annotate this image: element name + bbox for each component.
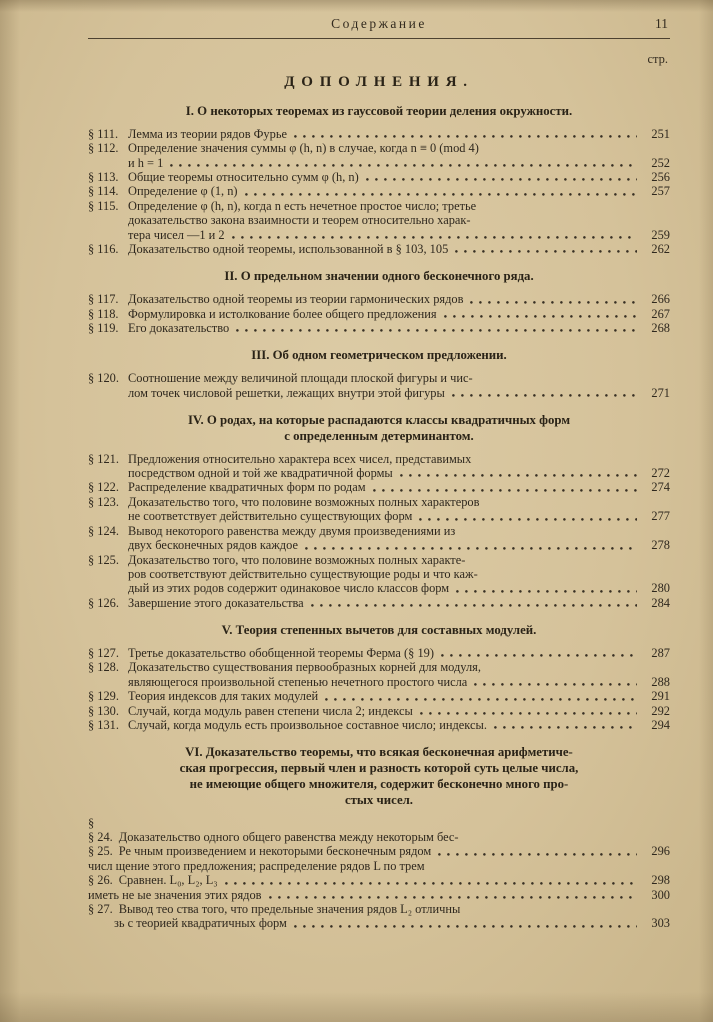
toc-section (88, 623, 670, 732)
toc-entry (88, 859, 670, 873)
entry-list (88, 127, 670, 257)
toc-entry (88, 660, 670, 689)
entry-text: Случай, когда модуль равен степени числа 2; индексы (128, 703, 413, 718)
leader-dots (238, 184, 644, 198)
entry-text: Определение φ (1, n) (128, 184, 238, 199)
entry-text: зь с теорией квадратичных форм (114, 916, 287, 931)
leader-dots (287, 916, 644, 930)
entry-text: иметь не ые значения этих рядов (88, 887, 262, 902)
entry-label: § 123. (88, 494, 119, 509)
page-column-label: стр. (647, 52, 668, 66)
entry-line (88, 523, 670, 538)
toc-entry (88, 199, 670, 242)
entry-label: § 129. (88, 689, 119, 704)
toc-entry (88, 292, 670, 306)
entry-page: 298 (651, 873, 670, 888)
entry-label: § 117. (88, 292, 119, 307)
entry-label: § 27. (88, 902, 113, 916)
entry-list (88, 371, 670, 400)
entry-line (88, 451, 670, 466)
section-heading-line: II. О предельном значении одного бесконечного ряда. (224, 269, 534, 284)
toc-entry (88, 321, 670, 335)
entry-label: § 121. (88, 451, 119, 466)
entry-line (128, 581, 670, 595)
entry-line (128, 509, 670, 523)
toc-entry (88, 830, 670, 844)
leader-dots (366, 480, 644, 494)
toc-entry (88, 902, 670, 916)
leader-dots (449, 581, 644, 595)
entry-label: § 24. (88, 829, 113, 844)
toc-entry (88, 371, 670, 400)
entry-text: Доказательство существования первообразных корней для модуля, (128, 660, 481, 675)
entry-text: Случай, когда модуль есть произвольное составное число; индексы. (128, 717, 487, 732)
leader-dots (437, 307, 644, 321)
entry-label: § 112. (88, 141, 119, 156)
entry-line (128, 538, 670, 552)
section-heading-line: III. Об одном геометрическом предложении. (251, 348, 507, 363)
entry-text: Доказательство того, что половине возможных полных характеров (128, 494, 480, 509)
toc-entry (114, 916, 670, 930)
entry-label: § 125. (88, 552, 119, 567)
entry-list (88, 646, 670, 732)
entry-page: 257 (651, 184, 670, 199)
section-heading (88, 623, 670, 639)
entry-text: лом точек числовой решетки, лежащих внутри этой фигуры (128, 385, 445, 400)
entry-text: посредством одной и той же квадратичной формы (128, 466, 393, 481)
section-heading (88, 413, 670, 445)
running-head-row (88, 16, 670, 39)
entry-page: 278 (651, 538, 670, 553)
entry-line (88, 902, 670, 916)
entry-text: Сравнен. L₀, L₂, L₃ (118, 873, 218, 888)
entry-label: § 128. (88, 660, 119, 675)
entry-line (88, 689, 670, 704)
entry-text: не соответствует действительно существующих форм (128, 509, 413, 524)
entry-line (88, 198, 670, 213)
entry-line (88, 184, 670, 199)
entry-text: тера чисел —1 и 2 (128, 227, 225, 242)
entry-text: Его доказательство (128, 321, 230, 336)
toc-section (88, 745, 670, 930)
entry-line (88, 844, 670, 858)
entry-text: Вывод некоторого равенства между двумя произведениями из (128, 523, 456, 538)
entry-page: 267 (651, 306, 670, 321)
section-heading (88, 348, 670, 364)
toc-entry (88, 242, 670, 256)
section-heading (88, 104, 670, 120)
entry-page: 287 (651, 645, 670, 660)
entry-line (128, 156, 670, 170)
entry-line (128, 386, 670, 400)
section-heading-line: I. О некоторых теоремах из гауссовой теории деления окружности. (185, 104, 573, 118)
toc-entry (88, 127, 670, 141)
entry-line (88, 126, 670, 141)
section-heading (88, 745, 670, 808)
entry-label: § 130. (88, 703, 119, 718)
entry-line (88, 552, 670, 567)
toc-entry (88, 495, 670, 524)
entry-line (88, 242, 670, 257)
entry-text: Лемма из теории рядов Фурье (128, 126, 287, 141)
entry-page: 251 (651, 126, 670, 141)
toc-entry (88, 480, 670, 494)
leader-dots (298, 538, 644, 552)
entry-text: Определение φ (h, n), когда n есть нечетное простое число; третье (128, 198, 477, 213)
leader-dots (412, 509, 644, 523)
page-number: 11 (655, 16, 668, 31)
leader-dots (287, 127, 644, 141)
entry-page: 291 (651, 689, 670, 704)
leader-dots (229, 321, 644, 335)
entry-text: Доказательство того, что половине возможных полных характе- (128, 552, 466, 567)
entry-label: § 116. (88, 242, 119, 257)
entry-page: 262 (651, 242, 670, 257)
entry-text: Доказательство одной теоремы, использованной в § 103, 105 (128, 242, 449, 257)
toc-entry (88, 816, 670, 830)
entry-label: § 114. (88, 184, 119, 199)
leader-dots (318, 689, 644, 703)
entry-line (88, 595, 670, 610)
leader-dots (225, 228, 644, 242)
toc-entry (88, 141, 670, 170)
toc-entry (88, 553, 670, 596)
toc-entry (88, 704, 670, 718)
entry-text: являющегося произвольной степенью нечетного простого числа (128, 674, 468, 689)
entry-line (88, 141, 670, 156)
entry-text: Соотношение между величиной площади плоской фигуры и чис- (128, 371, 473, 386)
entry-page: 296 (651, 844, 670, 859)
leader-dots (393, 466, 644, 480)
entry-line (114, 916, 670, 930)
entry-label: § 115. (88, 198, 119, 213)
entry-text: двух бесконечных рядов каждое (128, 538, 298, 553)
section-heading-line: с определенным детерминантом. (284, 428, 474, 443)
toc-section (88, 104, 670, 256)
toc-section (88, 269, 670, 335)
leader-dots (434, 646, 644, 660)
entry-text: доказательство закона взаимности и теорем относительно харак- (128, 213, 471, 228)
entry-text: Общие теоремы относительно сумм φ (h, n) (128, 170, 359, 185)
entry-page: 300 (651, 887, 670, 902)
entry-label: § 126. (88, 595, 119, 610)
section-heading-line: не имеющие общего множителя, содержит бесконечно много про- (189, 776, 569, 791)
entry-line (88, 494, 670, 509)
toc-entry (88, 844, 670, 858)
toc-section (88, 348, 670, 400)
entry-label: § 118. (88, 306, 119, 321)
leader-dots (445, 386, 644, 400)
leader-dots (359, 170, 644, 184)
entry-page: 294 (651, 717, 670, 732)
entry-page: 256 (651, 170, 670, 185)
entry-line (88, 888, 670, 902)
entry-line (88, 873, 670, 887)
entry-label: § 131. (88, 717, 119, 732)
leader-dots (487, 718, 644, 732)
entry-text: Доказательство одной теоремы из теории гармонических рядов (128, 292, 464, 307)
entry-line (128, 466, 670, 480)
entry-line (88, 306, 670, 321)
entry-line (88, 321, 670, 336)
chapter-title: ДОПОЛНЕНИЯ. (284, 74, 474, 90)
leader-dots (304, 596, 644, 610)
entry-label: § 127. (88, 645, 119, 660)
leader-dots (218, 873, 644, 887)
entry-page: 272 (651, 466, 670, 481)
entry-text: Вывод тео ства того, что предельные значения рядов L₂ отличны (118, 902, 461, 916)
entry-page: 280 (651, 581, 670, 596)
leader-dots (448, 242, 644, 256)
entry-line (128, 213, 670, 227)
entry-page: 266 (651, 292, 670, 307)
toc-entry (88, 718, 670, 732)
entry-label: § 120. (88, 371, 119, 386)
entry-line (88, 859, 670, 873)
entry-text: и h = 1 (128, 155, 164, 170)
entry-page: 271 (651, 385, 670, 400)
toc-entry (88, 307, 670, 321)
section-heading-line: ская прогрессия, первый член и разность которой суть целые числа, (179, 761, 579, 776)
entry-line (88, 170, 670, 185)
section-heading-line: IV. О родах, на которые распадаются классы квадратичных форм (187, 413, 571, 428)
entry-text: Распределение квадратичных форм по родам (128, 480, 366, 495)
toc-entry (88, 452, 670, 481)
toc-entry (88, 524, 670, 553)
entry-page: 292 (651, 703, 670, 718)
entry-label: § 111. (88, 126, 119, 141)
leader-dots (463, 292, 644, 306)
section-heading-line: V. Теория степенных вычетов для составных модулей. (221, 623, 537, 638)
leader-dots (262, 888, 644, 902)
entry-list (88, 452, 670, 610)
toc-entry (88, 646, 670, 660)
entry-line (88, 480, 670, 495)
leader-dots (413, 704, 644, 718)
entry-page: 274 (651, 480, 670, 495)
toc-entry (88, 184, 670, 198)
entry-line (88, 703, 670, 718)
entry-text: Определение значения суммы φ (h, n) в случае, когда n ≡ 0 (mod 4) (128, 141, 479, 156)
entry-label: § 113. (88, 170, 119, 185)
entry-line (88, 660, 670, 675)
entry-label: § 124. (88, 523, 119, 538)
entry-line (128, 675, 670, 689)
leader-dots (163, 156, 644, 170)
entry-label: § (88, 815, 95, 830)
entry-text: Доказательство одного общего равенства между некоторым бес- (118, 829, 459, 844)
entry-text: Формулировка и истолкование более общего предложения (128, 306, 437, 321)
toc-section (88, 413, 670, 610)
entry-page: 259 (651, 227, 670, 242)
entry-label: § 122. (88, 480, 119, 495)
toc-entry (88, 170, 670, 184)
leader-dots (431, 844, 644, 858)
entry-text: Третье доказательство обобщенной теоремы Ферма (§ 19) (128, 645, 434, 660)
entry-line (128, 228, 670, 242)
table-of-contents (88, 104, 670, 931)
entry-line (88, 292, 670, 307)
entry-label: § 119. (88, 321, 119, 336)
entry-text: дый из этих родов содержит одинаковое число классов форм (128, 581, 450, 596)
running-head-title: Содержание (331, 16, 427, 31)
entry-line (88, 830, 670, 844)
toc-entry (88, 689, 670, 703)
entry-page: 252 (651, 155, 670, 170)
entry-label: § 25. (88, 844, 113, 859)
toc-entry (88, 873, 670, 887)
toc-entry (88, 888, 670, 902)
entry-list (88, 292, 670, 335)
section-heading-line: стых чисел. (344, 792, 414, 807)
leader-dots (467, 675, 644, 689)
entry-page: 303 (651, 916, 670, 931)
entry-page: 277 (651, 509, 670, 524)
section-heading-line: VI. Доказательство теоремы, что всякая бесконечная арифметиче- (185, 745, 573, 760)
entry-line (88, 645, 670, 660)
entry-line (88, 717, 670, 732)
entry-text: числ щение этого предложения; распределение рядов L по трем (88, 858, 425, 873)
entry-text: Ре чным произведением и некоторыми бесконечным рядом (118, 844, 432, 859)
entry-text: Завершение этого доказательства (128, 595, 304, 610)
entry-text: ров соответствуют действительно существующие роды и что каж- (128, 566, 478, 581)
entry-page: 288 (651, 674, 670, 689)
section-heading (88, 269, 670, 285)
entry-line (88, 816, 670, 830)
entry-line (88, 371, 670, 386)
entry-line (128, 567, 670, 581)
toc-entry (88, 596, 670, 610)
entry-label: § 26. (88, 873, 113, 888)
entry-page: 268 (651, 321, 670, 336)
entry-page: 284 (651, 595, 670, 610)
entry-text: Предложения относительно характера всех чисел, представимых (128, 451, 472, 466)
entry-list (88, 816, 670, 931)
entry-text: Теория индексов для таких модулей (128, 689, 319, 704)
